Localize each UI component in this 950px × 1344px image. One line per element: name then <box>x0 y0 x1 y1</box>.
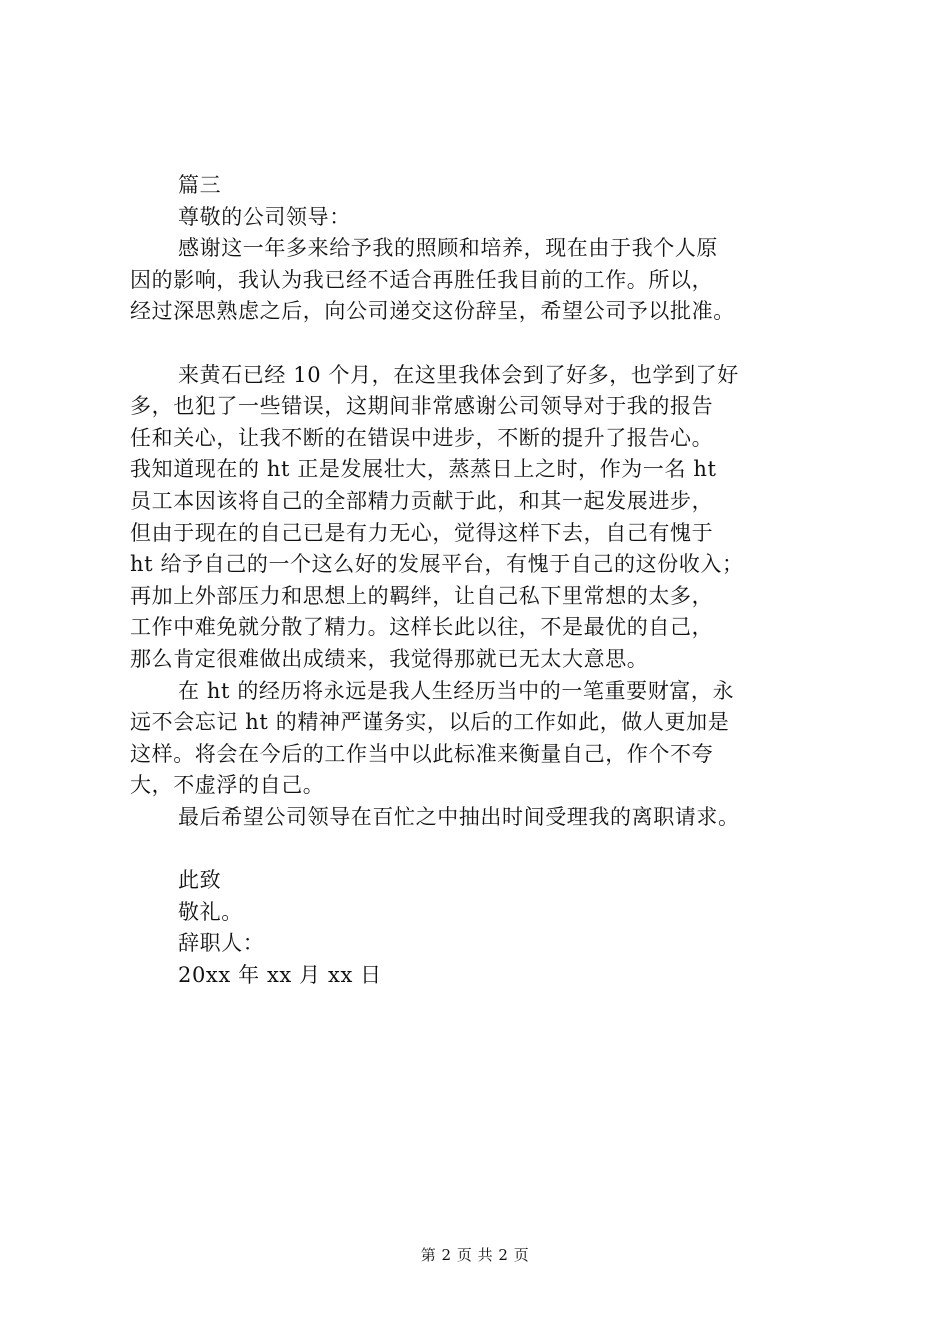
paragraph-1-line: 经过深思熟虑之后，向公司递交这份辞呈，希望公司予以批准。 <box>130 299 735 324</box>
paragraph-2-line: 再加上外部压力和思想上的羁绊，让自己私下里常想的太多， <box>130 583 714 608</box>
closing-line-2: 敬礼。 <box>178 899 243 924</box>
signer-label: 辞职人： <box>178 931 265 956</box>
paragraph-1-line: 感谢这一年多来给予我的照顾和培养，现在由于我个人原 <box>178 236 718 261</box>
paragraph-2-line: 我知道现在的 ht 正是发展壮大，蒸蒸日上之时，作为一名 ht <box>130 457 717 482</box>
letter-body <box>130 170 860 991</box>
paragraph-3-line: 在 ht 的经历将永远是我人生经历当中的一笔重要财富，永 <box>178 678 735 703</box>
section-heading: 篇三 <box>178 173 222 197</box>
paragraph-2-line: 工作中难免就分散了精力。这样长此以往，不是最优的自己， <box>130 615 714 640</box>
paragraph-2-line: 但由于现在的自己已是有力无心，觉得这样下去，自己有愧于 <box>130 520 714 545</box>
paragraph-gap <box>130 833 860 865</box>
page-footer: 第 2 页 共 2 页 <box>420 1246 530 1264</box>
paragraph-2-line: 多，也犯了一些错误，这期间非常感谢公司领导对于我的报告 <box>130 394 714 419</box>
paragraph-3-line: 远不会忘记 ht 的精神严谨务实，以后的工作如此，做人更加是 <box>130 710 730 735</box>
paragraph-2-line: 员工本因该将自己的全部精力贡献于此，和其一起发展进步， <box>130 488 714 513</box>
salutation: 尊敬的公司领导： <box>178 204 351 229</box>
paragraph-2-line: ht 给予自己的一个这么好的发展平台，有愧于自己的这份收入； <box>130 552 744 577</box>
paragraph-2-line: 来黄石已经 10 个月，在这里我体会到了好多，也学到了好 <box>178 362 739 387</box>
date-line: 20xx 年 xx 月 xx 日 <box>178 962 382 987</box>
paragraph-2-line: 任和关心，让我不断的在错误中进步，不断的提升了报告心。 <box>130 425 714 450</box>
paragraph-3-line: 这样。将会在今后的工作当中以此标准来衡量自己，作个不夸 <box>130 741 714 766</box>
paragraph-2-line: 那么肯定很难做出成绩来，我觉得那就已无太大意思。 <box>130 646 649 671</box>
paragraph-4-line: 最后希望公司领导在百忙之中抽出时间受理我的离职请求。 <box>178 804 740 829</box>
paragraph-gap <box>130 328 860 360</box>
closing-line-1: 此致 <box>178 868 222 893</box>
paragraph-3-line: 大，不虚浮的自己。 <box>130 773 325 798</box>
paragraph-1-line: 因的影响，我认为我已经不适合再胜任我目前的工作。所以， <box>130 267 714 292</box>
